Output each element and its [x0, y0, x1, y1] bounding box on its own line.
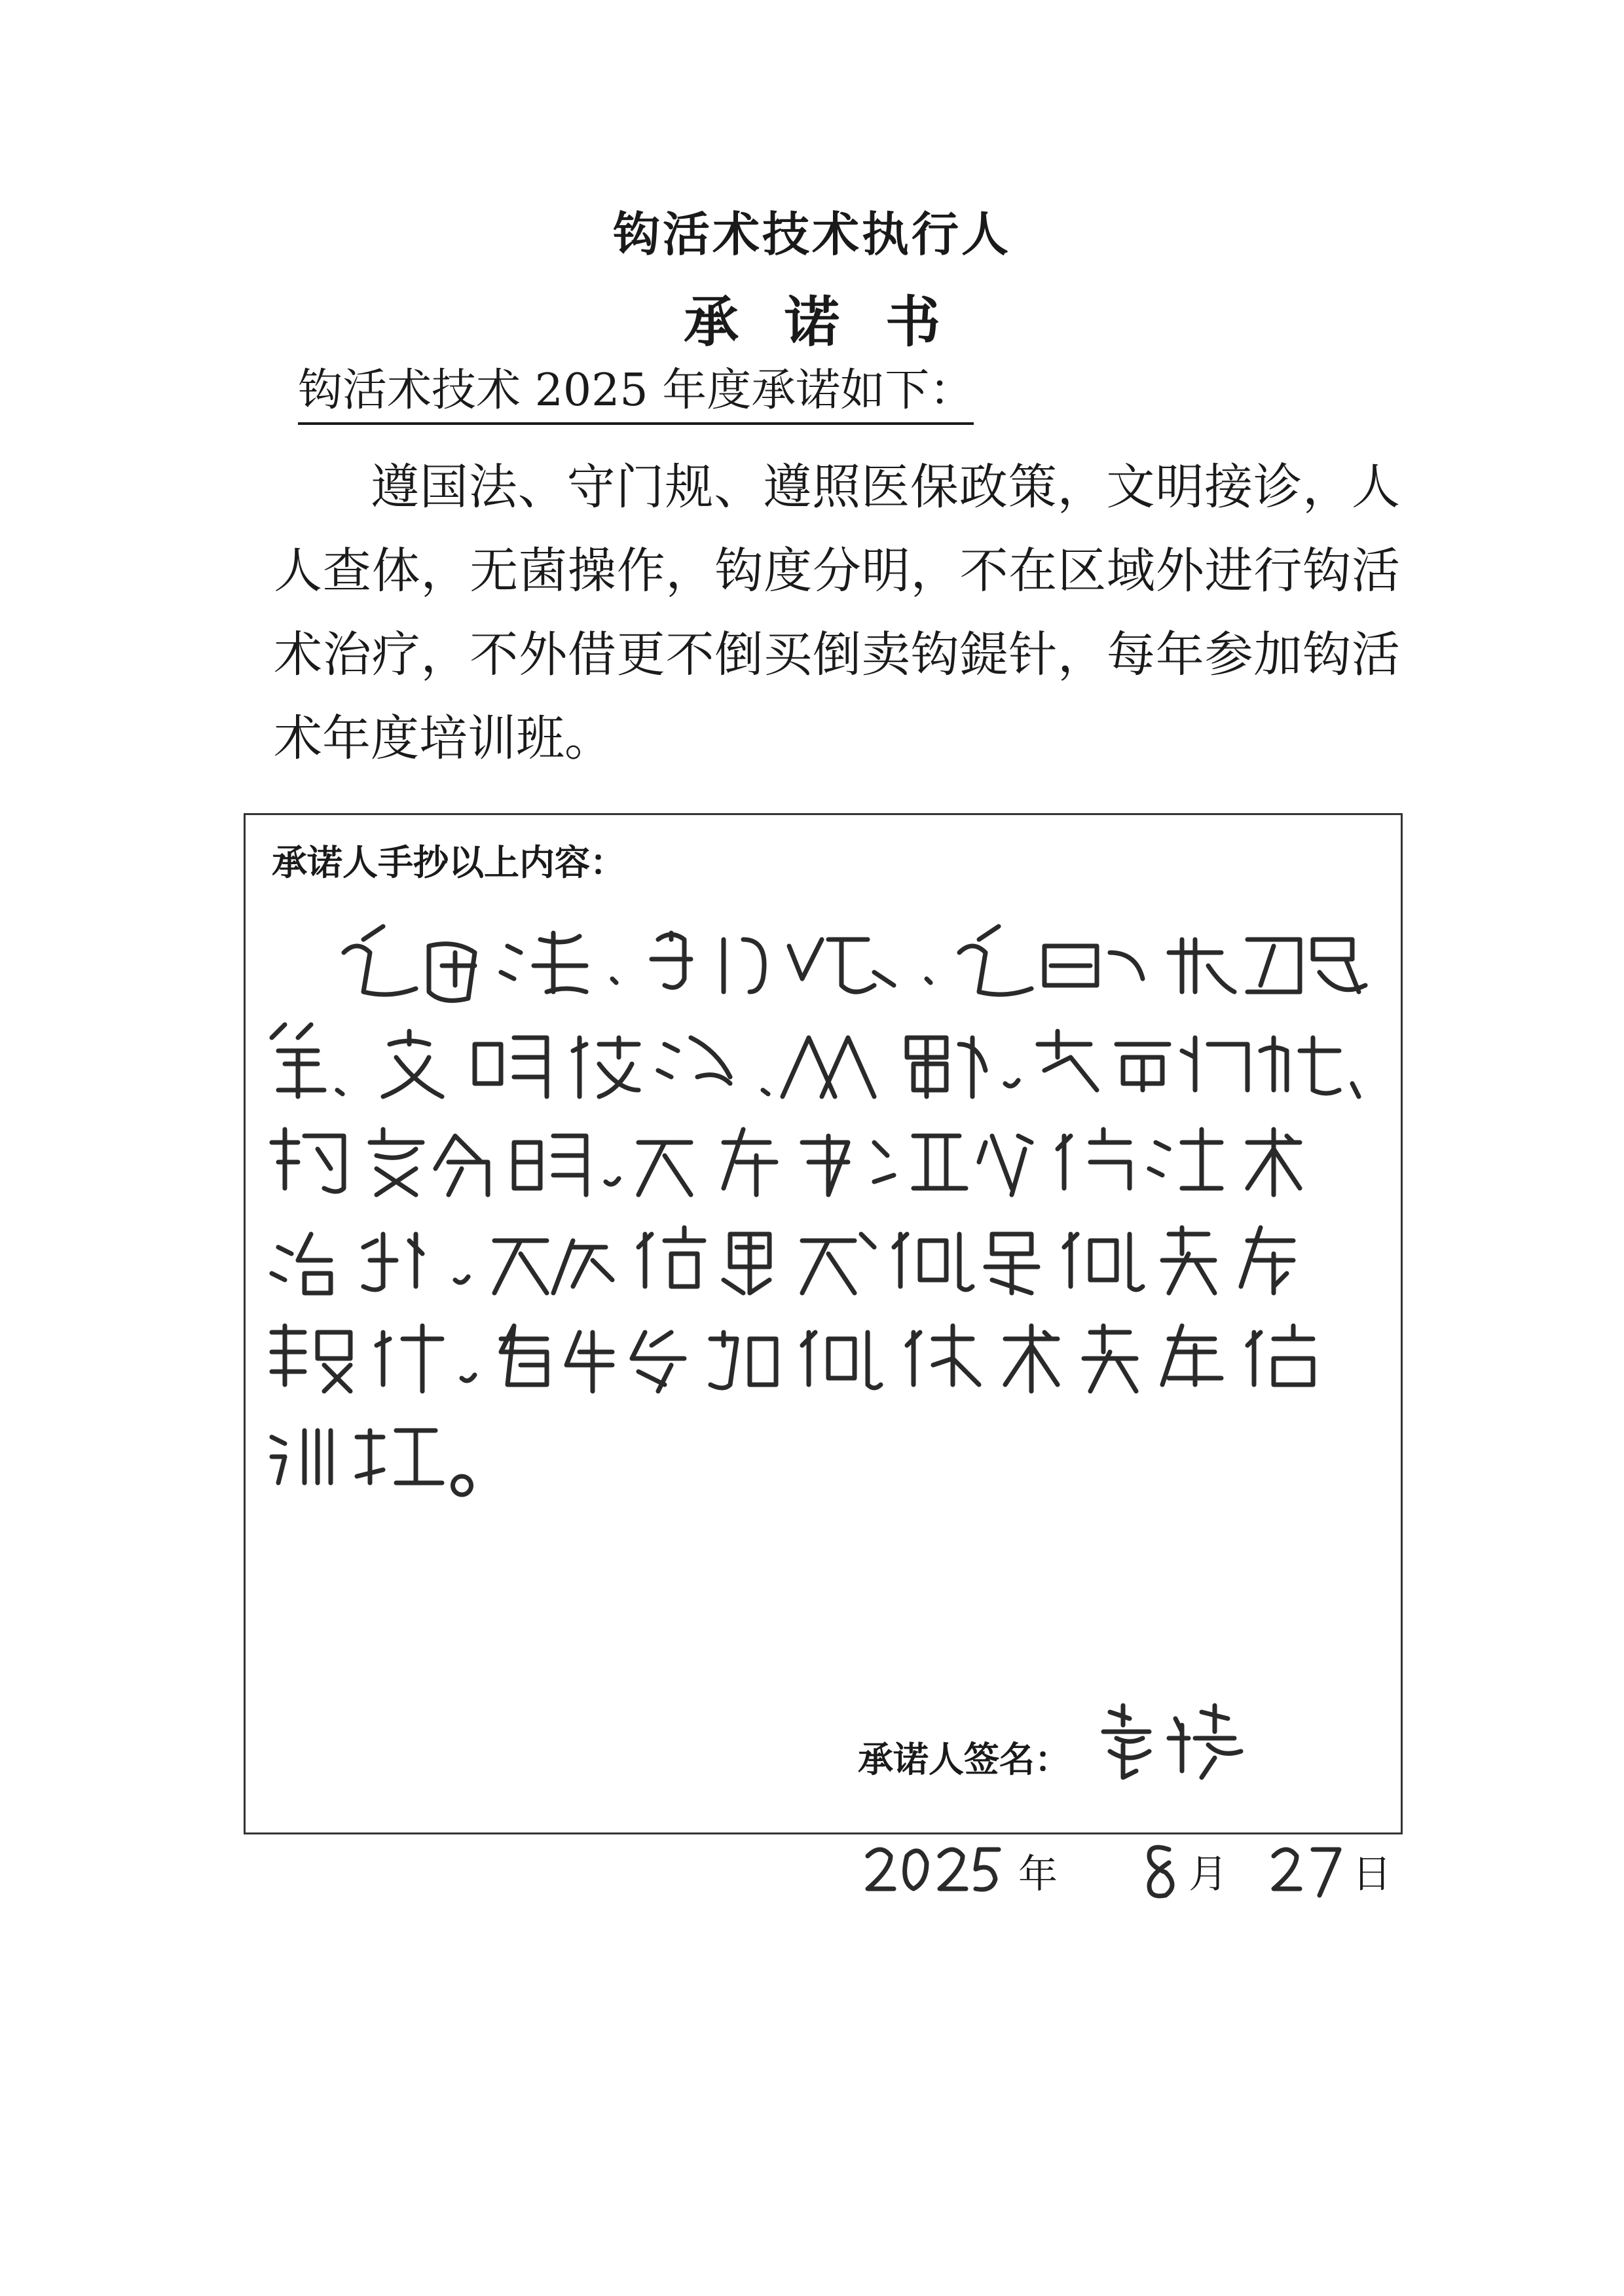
handwritten-line — [265, 1306, 1378, 1411]
date-year — [861, 1830, 1005, 1902]
signature-label: 承诺人签名： — [858, 1739, 1070, 1780]
handwritten-line — [265, 1011, 1378, 1116]
handwritten-copy-box — [244, 813, 1403, 1897]
commitment-body: 遵国法、守门规、遵照医保政策，文明接诊，人人查体，无菌操作，钩度分明，不在区域外进行钩活术治疗，不外借更不倒买倒卖钩鍉针，每年参加钩活术年度培训班。 — [274, 459, 1400, 767]
date-year-unit: 年 — [1018, 1851, 1058, 1897]
handwritten-line — [265, 1110, 1378, 1214]
date-day — [1267, 1830, 1346, 1902]
title-line-2: 承诺书 — [683, 289, 986, 354]
handwritten-line — [265, 913, 1378, 1018]
date-month-unit: 月 — [1189, 1851, 1228, 1897]
title-line-1: 钩活术技术执行人 — [612, 206, 1011, 262]
handwritten-signature — [1097, 1692, 1267, 1784]
date-month — [1136, 1830, 1189, 1902]
signature-date — [861, 1830, 1398, 1908]
handwritten-line — [265, 1208, 1378, 1313]
handwritten-copy — [265, 913, 1392, 1503]
handwritten-line — [265, 1404, 1378, 1509]
commitment-heading: 钩活术技术 2025 年度承诺如下： — [298, 363, 974, 425]
copy-box-label: 承诺人手抄以上内容： — [272, 842, 625, 883]
date-day-unit: 日 — [1352, 1851, 1392, 1897]
